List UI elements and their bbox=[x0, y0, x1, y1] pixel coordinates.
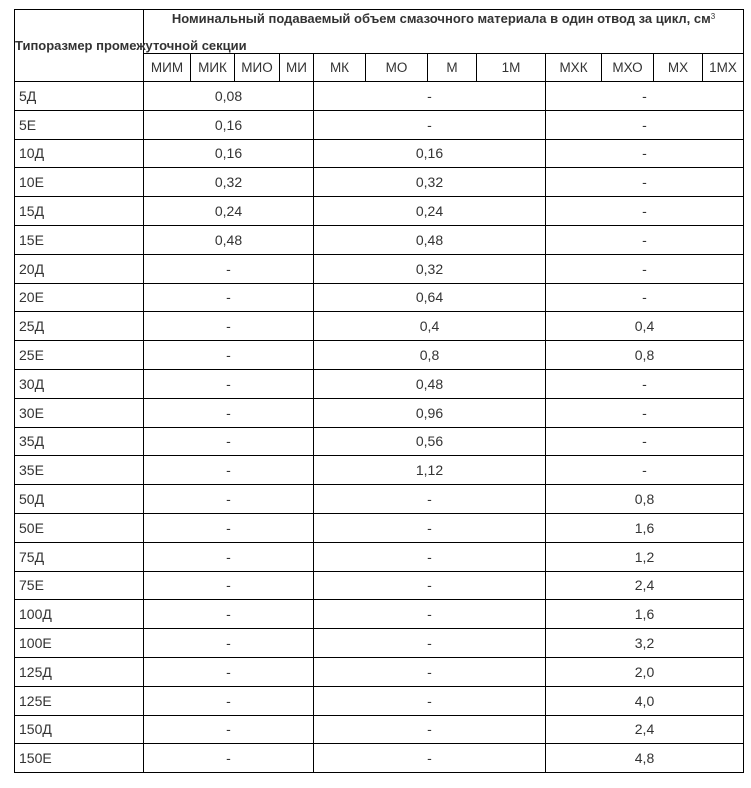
column-header: 1МХ bbox=[703, 54, 744, 82]
size-cell: 100Е bbox=[15, 629, 144, 658]
mi-group-cell: - bbox=[144, 312, 314, 341]
m-group-cell: 0,16 bbox=[314, 139, 546, 168]
mi-group-cell: - bbox=[144, 456, 314, 485]
column-header: МХК bbox=[546, 54, 602, 82]
size-cell: 50Е bbox=[15, 513, 144, 542]
m-group-cell: - bbox=[314, 571, 546, 600]
mi-group-cell: 0,16 bbox=[144, 110, 314, 139]
column-header: МИМ bbox=[144, 54, 191, 82]
mi-group-cell: - bbox=[144, 629, 314, 658]
size-cell: 75Д bbox=[15, 542, 144, 571]
m-group-cell: 0,96 bbox=[314, 398, 546, 427]
m-group-cell: - bbox=[314, 513, 546, 542]
mi-group-cell: - bbox=[144, 369, 314, 398]
mx-group-cell: - bbox=[546, 398, 744, 427]
size-cell: 25Д bbox=[15, 312, 144, 341]
mi-group-cell: - bbox=[144, 398, 314, 427]
table-row bbox=[15, 341, 744, 370]
table-row bbox=[15, 369, 744, 398]
m-group-cell: - bbox=[314, 657, 546, 686]
mx-group-cell: 1,6 bbox=[546, 513, 744, 542]
m-group-cell: 0,32 bbox=[314, 168, 546, 197]
table-row bbox=[15, 542, 744, 571]
table-row bbox=[15, 254, 744, 283]
m-group-cell: - bbox=[314, 715, 546, 744]
size-cell: 30Е bbox=[15, 398, 144, 427]
column-header: МХО bbox=[602, 54, 654, 82]
mi-group-cell: 0,24 bbox=[144, 197, 314, 226]
table-row bbox=[15, 427, 744, 456]
mi-group-cell: - bbox=[144, 341, 314, 370]
mi-group-cell: - bbox=[144, 485, 314, 514]
mi-group-cell: 0,48 bbox=[144, 225, 314, 254]
table-row bbox=[15, 513, 744, 542]
size-cell: 100Д bbox=[15, 600, 144, 629]
column-header: 1М bbox=[477, 54, 546, 82]
table-row bbox=[15, 110, 744, 139]
table-row bbox=[15, 168, 744, 197]
mx-group-cell: - bbox=[546, 369, 744, 398]
column-header: МО bbox=[366, 54, 428, 82]
m-group-cell: 0,64 bbox=[314, 283, 546, 312]
size-cell: 35Д bbox=[15, 427, 144, 456]
size-cell: 20Е bbox=[15, 283, 144, 312]
mx-group-cell: 1,6 bbox=[546, 600, 744, 629]
m-group-cell: 0,48 bbox=[314, 369, 546, 398]
m-group-cell: 0,24 bbox=[314, 197, 546, 226]
size-cell: 5Д bbox=[15, 82, 144, 111]
mi-group-cell: 0,32 bbox=[144, 168, 314, 197]
mi-group-cell: 0,08 bbox=[144, 82, 314, 111]
mi-group-cell: - bbox=[144, 427, 314, 456]
m-group-cell: 0,8 bbox=[314, 341, 546, 370]
mi-group-cell: - bbox=[144, 686, 314, 715]
table-row bbox=[15, 686, 744, 715]
mx-group-cell: - bbox=[546, 110, 744, 139]
table-row bbox=[15, 225, 744, 254]
mi-group-cell: - bbox=[144, 600, 314, 629]
size-cell: 5Е bbox=[15, 110, 144, 139]
table-row bbox=[15, 312, 744, 341]
mx-group-cell: - bbox=[546, 283, 744, 312]
m-group-cell: - bbox=[314, 686, 546, 715]
table-row bbox=[15, 398, 744, 427]
m-group-cell: - bbox=[314, 600, 546, 629]
mx-group-cell: 0,4 bbox=[546, 312, 744, 341]
mi-group-cell: - bbox=[144, 657, 314, 686]
size-cell: 75Е bbox=[15, 571, 144, 600]
mi-group-cell: - bbox=[144, 744, 314, 773]
mx-group-cell: 4,0 bbox=[546, 686, 744, 715]
mi-group-cell: 0,16 bbox=[144, 139, 314, 168]
size-cell: 150Е bbox=[15, 744, 144, 773]
m-group-cell: - bbox=[314, 542, 546, 571]
mx-group-cell: 4,8 bbox=[546, 744, 744, 773]
mx-group-cell: 2,4 bbox=[546, 571, 744, 600]
mi-group-cell: - bbox=[144, 283, 314, 312]
table-row bbox=[15, 629, 744, 658]
column-header: МИ bbox=[280, 54, 314, 82]
mi-group-cell: - bbox=[144, 715, 314, 744]
table-row bbox=[15, 283, 744, 312]
table-row bbox=[15, 744, 744, 773]
mx-group-cell: - bbox=[546, 197, 744, 226]
volume-group-header-text: Номинальный подаваемый объем смазочного материала в один отвод за цикл, см bbox=[171, 11, 711, 26]
column-header: МИК bbox=[191, 54, 235, 82]
mx-group-cell: - bbox=[546, 139, 744, 168]
m-group-cell: 0,32 bbox=[314, 254, 546, 283]
mi-group-cell: - bbox=[144, 542, 314, 571]
m-group-cell: - bbox=[314, 744, 546, 773]
mx-group-cell: - bbox=[546, 225, 744, 254]
m-group-cell: - bbox=[314, 485, 546, 514]
table-row bbox=[15, 82, 744, 111]
table-row bbox=[15, 571, 744, 600]
mx-group-cell: 0,8 bbox=[546, 341, 744, 370]
m-group-cell: - bbox=[314, 110, 546, 139]
lubricant-volume-table bbox=[14, 9, 744, 773]
table-row bbox=[15, 657, 744, 686]
mi-group-cell: - bbox=[144, 513, 314, 542]
size-cell: 10Д bbox=[15, 139, 144, 168]
size-cell: 50Д bbox=[15, 485, 144, 514]
mx-group-cell: 0,8 bbox=[546, 485, 744, 514]
mx-group-cell: 2,0 bbox=[546, 657, 744, 686]
mi-group-cell: - bbox=[144, 571, 314, 600]
m-group-cell: - bbox=[314, 82, 546, 111]
column-header: МХ bbox=[654, 54, 703, 82]
table-row bbox=[15, 197, 744, 226]
size-cell: 20Д bbox=[15, 254, 144, 283]
size-cell: 150Д bbox=[15, 715, 144, 744]
column-header: МИО bbox=[235, 54, 280, 82]
size-column-header: Типоразмер промежуточной секции bbox=[15, 10, 144, 82]
size-cell: 25Е bbox=[15, 341, 144, 370]
m-group-cell: 0,4 bbox=[314, 312, 546, 341]
table-row bbox=[15, 715, 744, 744]
mx-group-cell: - bbox=[546, 168, 744, 197]
size-cell: 30Д bbox=[15, 369, 144, 398]
mx-group-cell: - bbox=[546, 254, 744, 283]
unit-superscript: 3 bbox=[710, 12, 716, 21]
mi-group-cell: - bbox=[144, 254, 314, 283]
column-header: М bbox=[428, 54, 477, 82]
size-cell: 125Е bbox=[15, 686, 144, 715]
mx-group-cell: 3,2 bbox=[546, 629, 744, 658]
mx-group-cell: - bbox=[546, 427, 744, 456]
table-row bbox=[15, 139, 744, 168]
size-cell: 15Е bbox=[15, 225, 144, 254]
m-group-cell: 0,56 bbox=[314, 427, 546, 456]
m-group-cell: 0,48 bbox=[314, 225, 546, 254]
mx-group-cell: - bbox=[546, 456, 744, 485]
m-group-cell: 1,12 bbox=[314, 456, 546, 485]
column-header: МК bbox=[314, 54, 366, 82]
table-row bbox=[15, 485, 744, 514]
mx-group-cell: 2,4 bbox=[546, 715, 744, 744]
table-row bbox=[15, 456, 744, 485]
mx-group-cell: - bbox=[546, 82, 744, 111]
size-cell: 35Е bbox=[15, 456, 144, 485]
mx-group-cell: 1,2 bbox=[546, 542, 744, 571]
size-cell: 125Д bbox=[15, 657, 144, 686]
table-row bbox=[15, 600, 744, 629]
m-group-cell: - bbox=[314, 629, 546, 658]
size-cell: 15Д bbox=[15, 197, 144, 226]
size-cell: 10Е bbox=[15, 168, 144, 197]
